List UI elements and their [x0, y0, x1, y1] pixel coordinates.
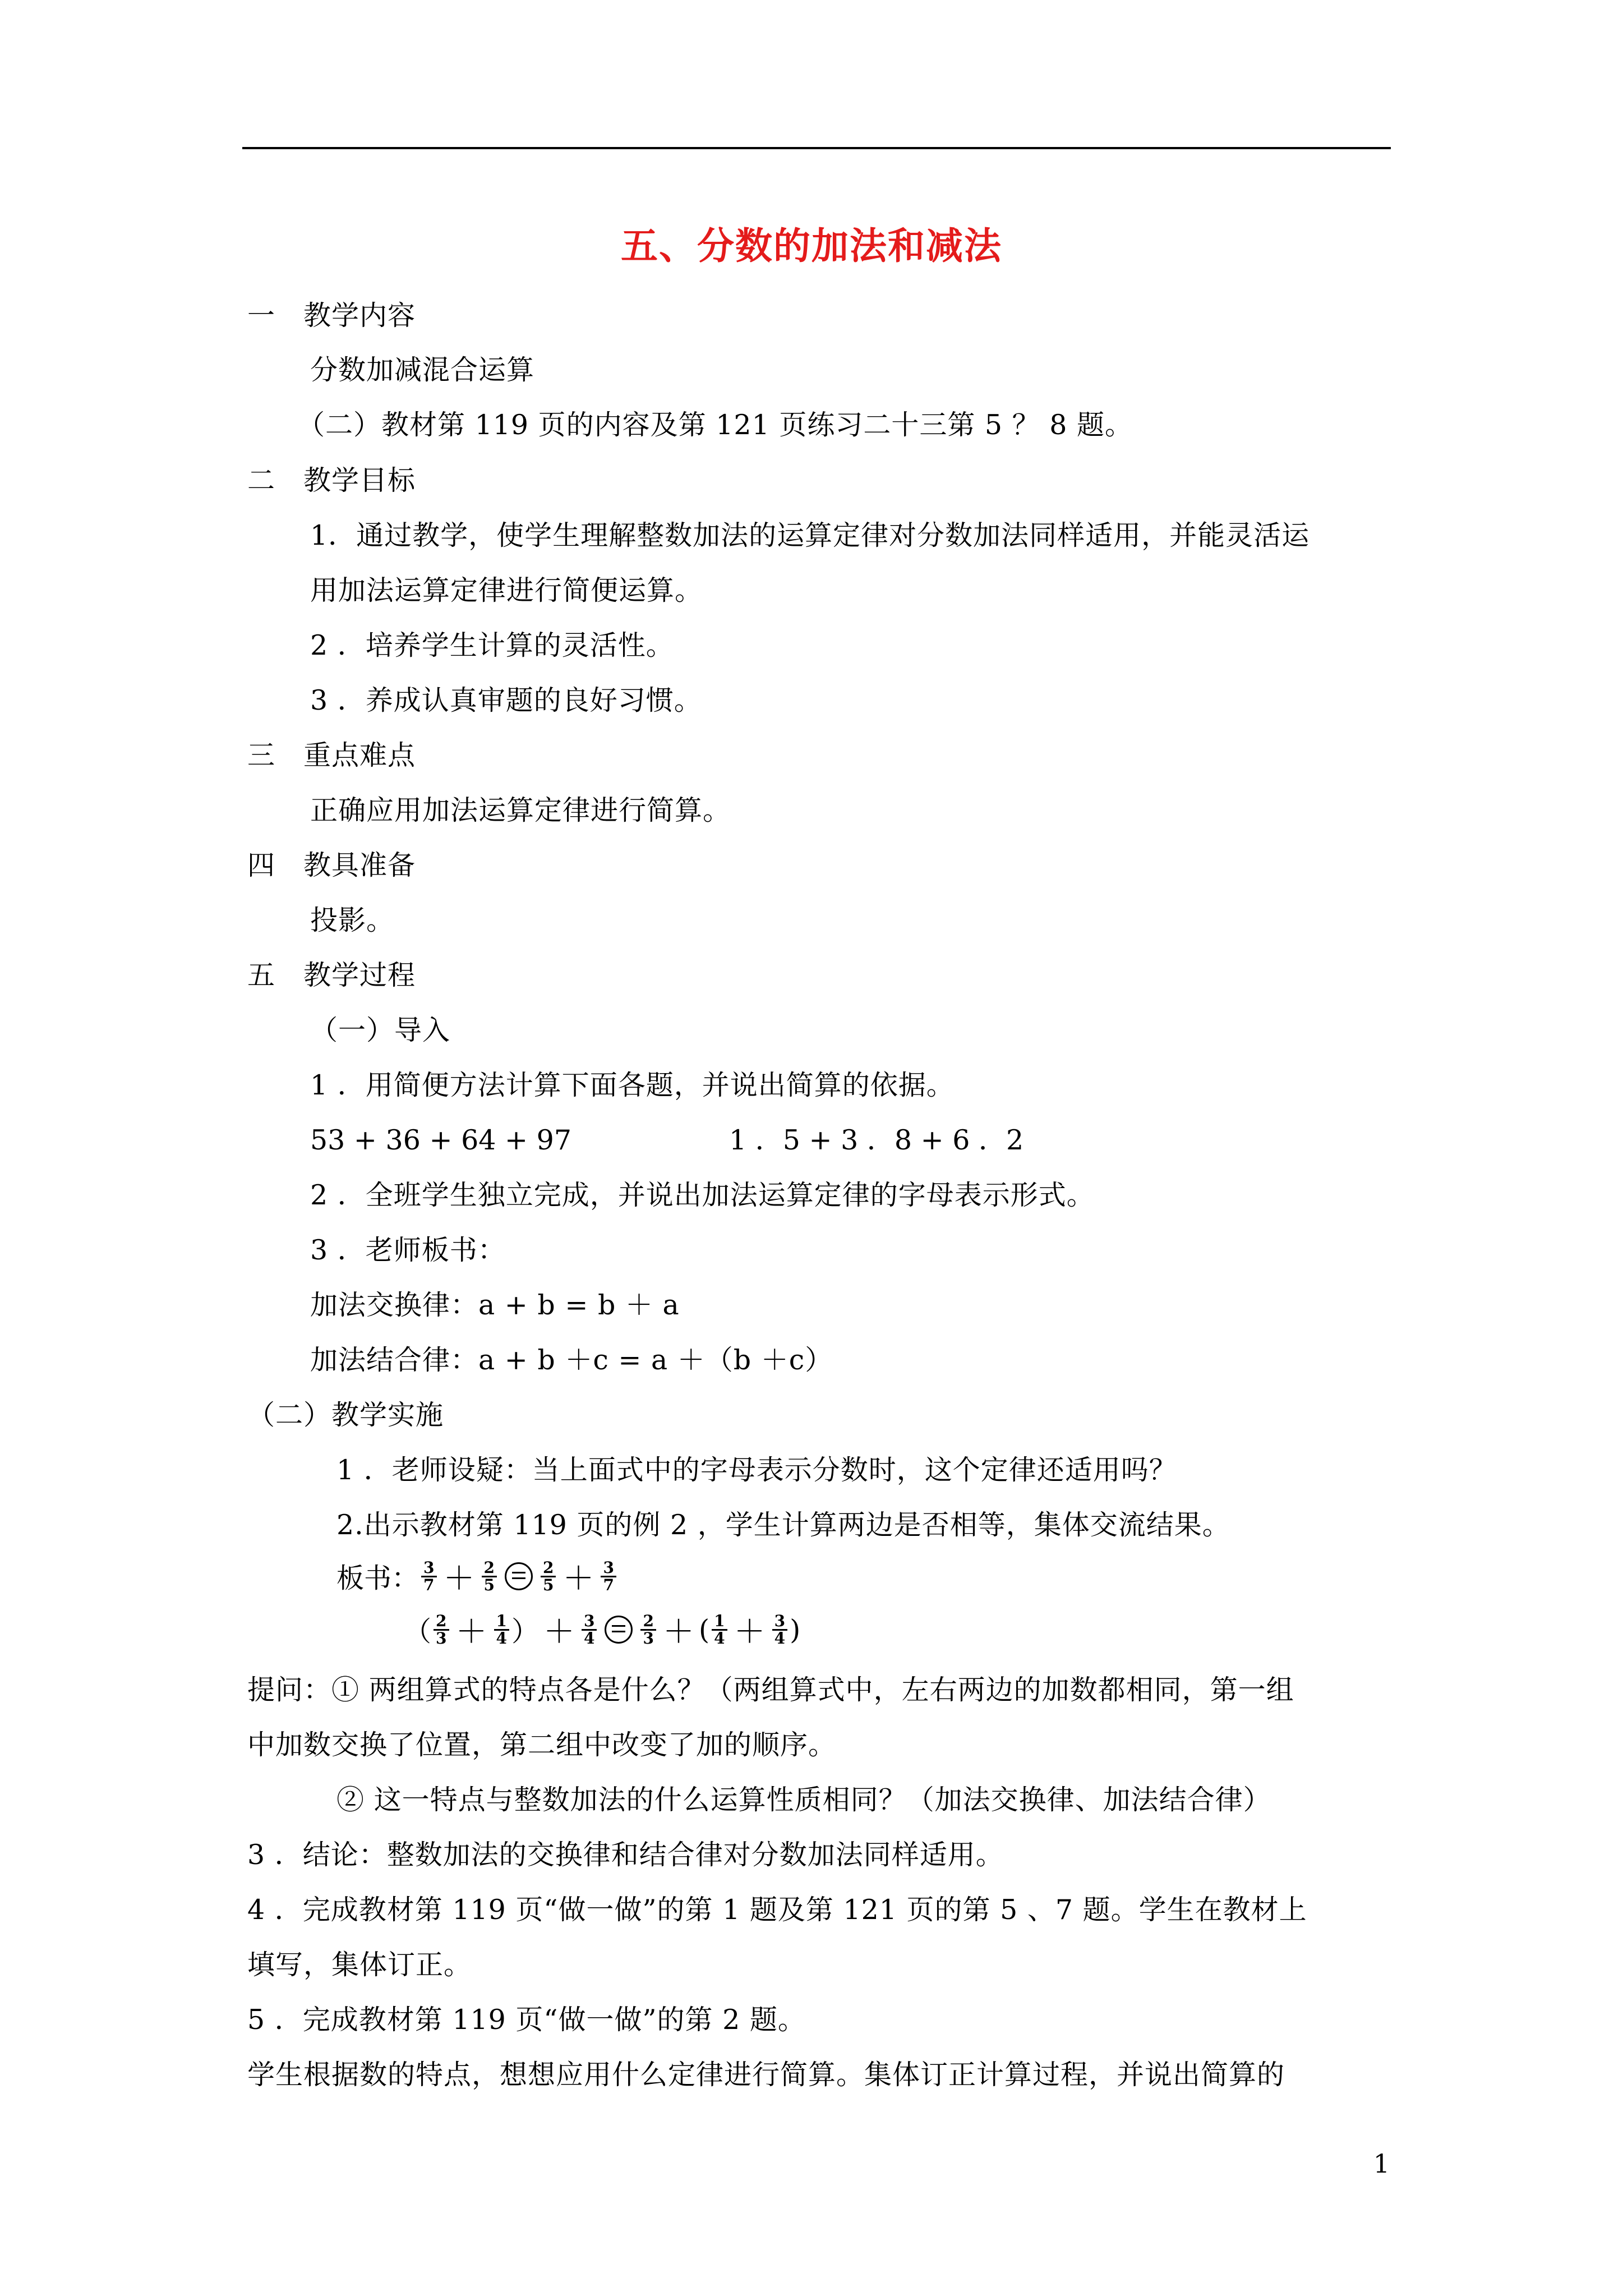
section-3-heading: 三 重点难点	[247, 739, 416, 771]
fraction: $\frac{3}{7}$	[421, 1560, 436, 1593]
associative-law: 加法结合律：a + b ＋c = a ＋（b ＋c）	[310, 1344, 833, 1376]
section-3-content: 正确应用加法运算定律进行简算。	[310, 794, 731, 826]
section-4-content: 投影。	[310, 904, 395, 936]
board-formula-2	[404, 1607, 800, 1652]
paren-right: ）	[511, 1616, 539, 1648]
goal-1-line-b: 用加法运算定律进行简便运算。	[310, 574, 703, 606]
part-2-step-3: 3 ．结论：整数加法的交换律和结合律对分数加法同样适用。	[247, 1839, 1004, 1871]
section-1-heading: 一 教学内容	[247, 300, 416, 332]
goal-1-line-a: 1．通过教学，使学生理解整数加法的运算定律对分数加法同样适用，并能灵活运	[310, 519, 1310, 551]
question-1-line-b: 中加数交换了位置，第二组中改变了加的顺序。	[247, 1729, 837, 1761]
header-rule	[242, 147, 1391, 149]
part-2-step-4-line-b: 填写，集体订正。	[247, 1949, 472, 1981]
commutative-law: 加法交换律：a + b = b ＋ a	[310, 1289, 680, 1321]
part-2-step-5-description: 学生根据数的特点，想想应用什么定律进行简算。集体订正计算过程，并说出简算的	[247, 2059, 1285, 2091]
fraction: $\frac{3}{7}$	[601, 1560, 616, 1593]
section-1-content-b: （二）教材第 119 页的内容及第 121 页练习二十三第 5 ？ 8 题。	[297, 409, 1133, 441]
part-1-step-2: 2 ．全班学生独立完成，并说出加法运算定律的字母表示形式。	[310, 1179, 1095, 1211]
part-2-step-5: 5 ．完成教材第 119 页“做一做”的第 2 题。	[247, 2004, 806, 2036]
question-1-line-a: 提问：① 两组算式的特点各是什么？（两组算式中，左右两边的加数都相同，第一组	[247, 1674, 1294, 1706]
section-1-content-a: 分数加减混合运算	[310, 354, 535, 386]
part-2-step-4-line-a: 4 ．完成教材第 119 页“做一做”的第 1 题及第 121 页的第 5 、7 题。学生在教材上	[247, 1894, 1307, 1926]
part-2-heading: （二）教学实施	[247, 1399, 444, 1431]
goal-3: 3 ．养成认真审题的良好习惯。	[310, 684, 702, 716]
part-1-step-1: 1 ．用简便方法计算下面各题，并说出简算的依据。	[310, 1069, 955, 1101]
section-5-heading: 五 教学过程	[247, 959, 416, 991]
part-1-heading: （一）导入	[310, 1014, 451, 1046]
circled-equals-icon	[605, 1616, 633, 1644]
plus-sign: ＋	[734, 1614, 766, 1650]
board-formula-1	[336, 1554, 619, 1599]
calc-expression-b: 1 ．5 + 3 ．8 + 6 ．2	[729, 1124, 1024, 1156]
page-title: 五、分数的加法和减法	[621, 224, 1002, 268]
plus-sign: ＋	[562, 1561, 594, 1597]
calc-expression-a: 53 + 36 + 64 + 97	[310, 1124, 572, 1156]
paren-left: (	[698, 1613, 710, 1646]
fraction: $\frac{3}{4}$	[582, 1613, 597, 1646]
paren-right: )	[790, 1613, 801, 1646]
circled-equals-icon	[505, 1562, 533, 1590]
paren-left: （	[404, 1616, 432, 1648]
plus-sign: ＋	[662, 1614, 694, 1650]
fraction: $\frac{2}{5}$	[482, 1560, 497, 1593]
goal-2: 2 ．培养学生计算的灵活性。	[310, 629, 674, 661]
plus-sign: ＋	[455, 1614, 487, 1650]
page-number: 1	[1373, 2148, 1390, 2179]
section-4-heading: 四 教具准备	[247, 849, 416, 881]
fraction: $\frac{2}{3}$	[434, 1613, 449, 1646]
board-label: 板书：	[336, 1562, 419, 1594]
part-2-step-2: 2.出示教材第 119 页的例 2 ，学生计算两边是否相等，集体交流结果。	[336, 1509, 1230, 1541]
fraction: $\frac{1}{4}$	[712, 1613, 727, 1646]
fraction: $\frac{1}{4}$	[494, 1613, 509, 1646]
plus-sign: ＋	[443, 1561, 475, 1597]
fraction: $\frac{2}{3}$	[640, 1613, 656, 1646]
plus-sign: ＋	[543, 1614, 575, 1650]
fraction: $\frac{2}{5}$	[541, 1560, 556, 1593]
part-1-step-3: 3 ．老师板书：	[310, 1234, 506, 1266]
part-2-step-1: 1 ．老师设疑：当上面式中的字母表示分数时，这个定律还适用吗？	[336, 1454, 1177, 1486]
question-2: ② 这一特点与整数加法的什么运算性质相同？（加法交换律、加法结合律）	[336, 1784, 1271, 1816]
fraction: $\frac{3}{4}$	[772, 1613, 787, 1646]
section-2-heading: 二 教学目标	[247, 464, 416, 496]
